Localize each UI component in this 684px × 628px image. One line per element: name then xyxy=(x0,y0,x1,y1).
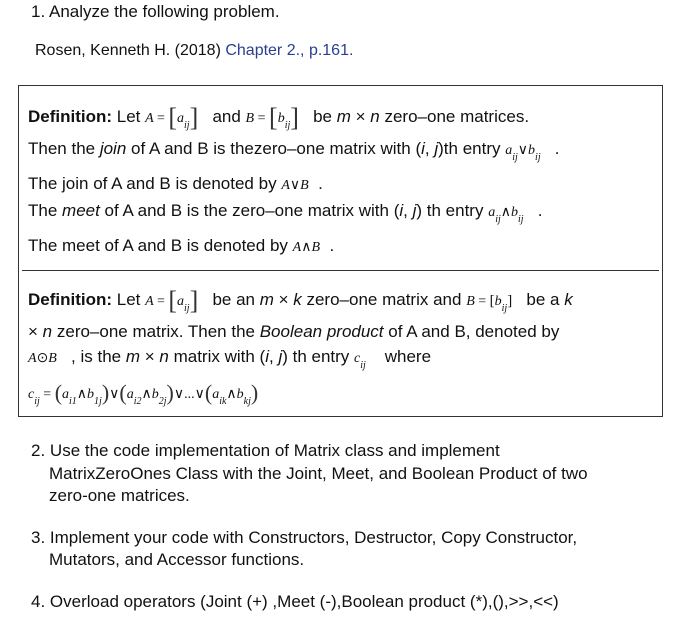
task-1-heading xyxy=(31,2,280,22)
task-2-number: 2. xyxy=(31,441,46,460)
c-ij-term: $c_{ij}$ xyxy=(354,351,366,371)
matrix-a-def: $A = [a_{ij}]$ xyxy=(145,103,199,132)
def1-line3: The join of A and B is denoted by A∨B . xyxy=(28,174,323,193)
def2-label: Definition: xyxy=(28,290,113,309)
task-2: 2. Use the code implementation of Matrix class and implement xyxy=(31,441,500,460)
matrix-a-bool: $A = [a_{ij}]$ xyxy=(145,286,199,315)
matrix-b-def: $B = [b_{ij}]$ xyxy=(245,103,299,132)
task-4-number: 4. xyxy=(31,592,46,611)
join-term: join xyxy=(99,139,127,158)
task-1-text: Analyze the following problem. xyxy=(48,2,280,21)
join-entry-formula: $a_{ij}\vee b_{ij}$ xyxy=(505,143,541,163)
def1-line5: The meet of A and B is denoted by A∧B . xyxy=(28,236,335,255)
task-2-line3: zero-one matrices. xyxy=(49,486,190,505)
meet-entry-formula: $a_{ij}\wedge b_{ij}$ xyxy=(488,205,524,225)
reference-line xyxy=(35,41,353,61)
def1-line2: Then the join of A and B is thezero–one matrix with (i, j)th entry $a_{ij}\vee b_{ij}$ . xyxy=(28,139,560,163)
boolean-product-formula: $c_{ij}$ = $(a_{i1}\wedge b_{1j})\vee(a_{i2}\wedge b_{2j})\vee...\vee(a_{ik}\wedge b_{kj})$ xyxy=(28,380,259,407)
boolean-product-notation: A⊙B xyxy=(28,351,57,366)
meet-term: meet xyxy=(62,201,100,220)
matrix-b-bool: $B = [b_{ij}]$ xyxy=(466,293,513,314)
join-notation: A∨B xyxy=(281,178,309,193)
def1-line1: Definition: Let $A = [a_{ij}]$ and $B = [b_{ij}]$ be m × n zero–one matrices. xyxy=(28,103,530,132)
task-3-number: 3. xyxy=(31,528,46,547)
definition-divider xyxy=(22,270,659,271)
task-3: 3. Implement your code with Constructors, Destructor, Copy Constructor, xyxy=(31,528,578,547)
reference-chapter: Chapter 2., p.161. xyxy=(220,42,354,59)
meet-notation: A∧B xyxy=(292,240,321,255)
reference-author: Rosen, Kenneth H. (2018) xyxy=(35,42,221,59)
task-3-line2: Mutators, and Accessor functions. xyxy=(49,550,305,569)
task-1-number: 1. xyxy=(31,2,46,21)
task-4: 4. Overload operators (Joint (+) ,Meet (-),Boolean product (*),(),>>,<<) xyxy=(31,592,559,611)
def2-line2: × n zero–one matrix. Then the Boolean product of A and B, denoted by xyxy=(28,322,560,341)
def2-line3: A⊙B , is the m × n matrix with (i, j) th entry $c_{ij}$ where xyxy=(28,347,432,371)
task-2-line2: MatrixZeroOnes Class with the Joint, Meet, and Boolean Product of two xyxy=(49,464,588,483)
boolean-product-term: Boolean product xyxy=(259,322,384,341)
def1-label: Definition: xyxy=(28,107,113,126)
def2-line1: Definition: Let $A = [a_{ij}]$ be an m × k zero–one matrix and $B = [b_{ij}]$ be a k xyxy=(28,286,573,315)
def1-line4: The meet of A and B is the zero–one matrix with (i, j) th entry $a_{ij}\wedge b_{ij}$ . xyxy=(28,201,543,225)
